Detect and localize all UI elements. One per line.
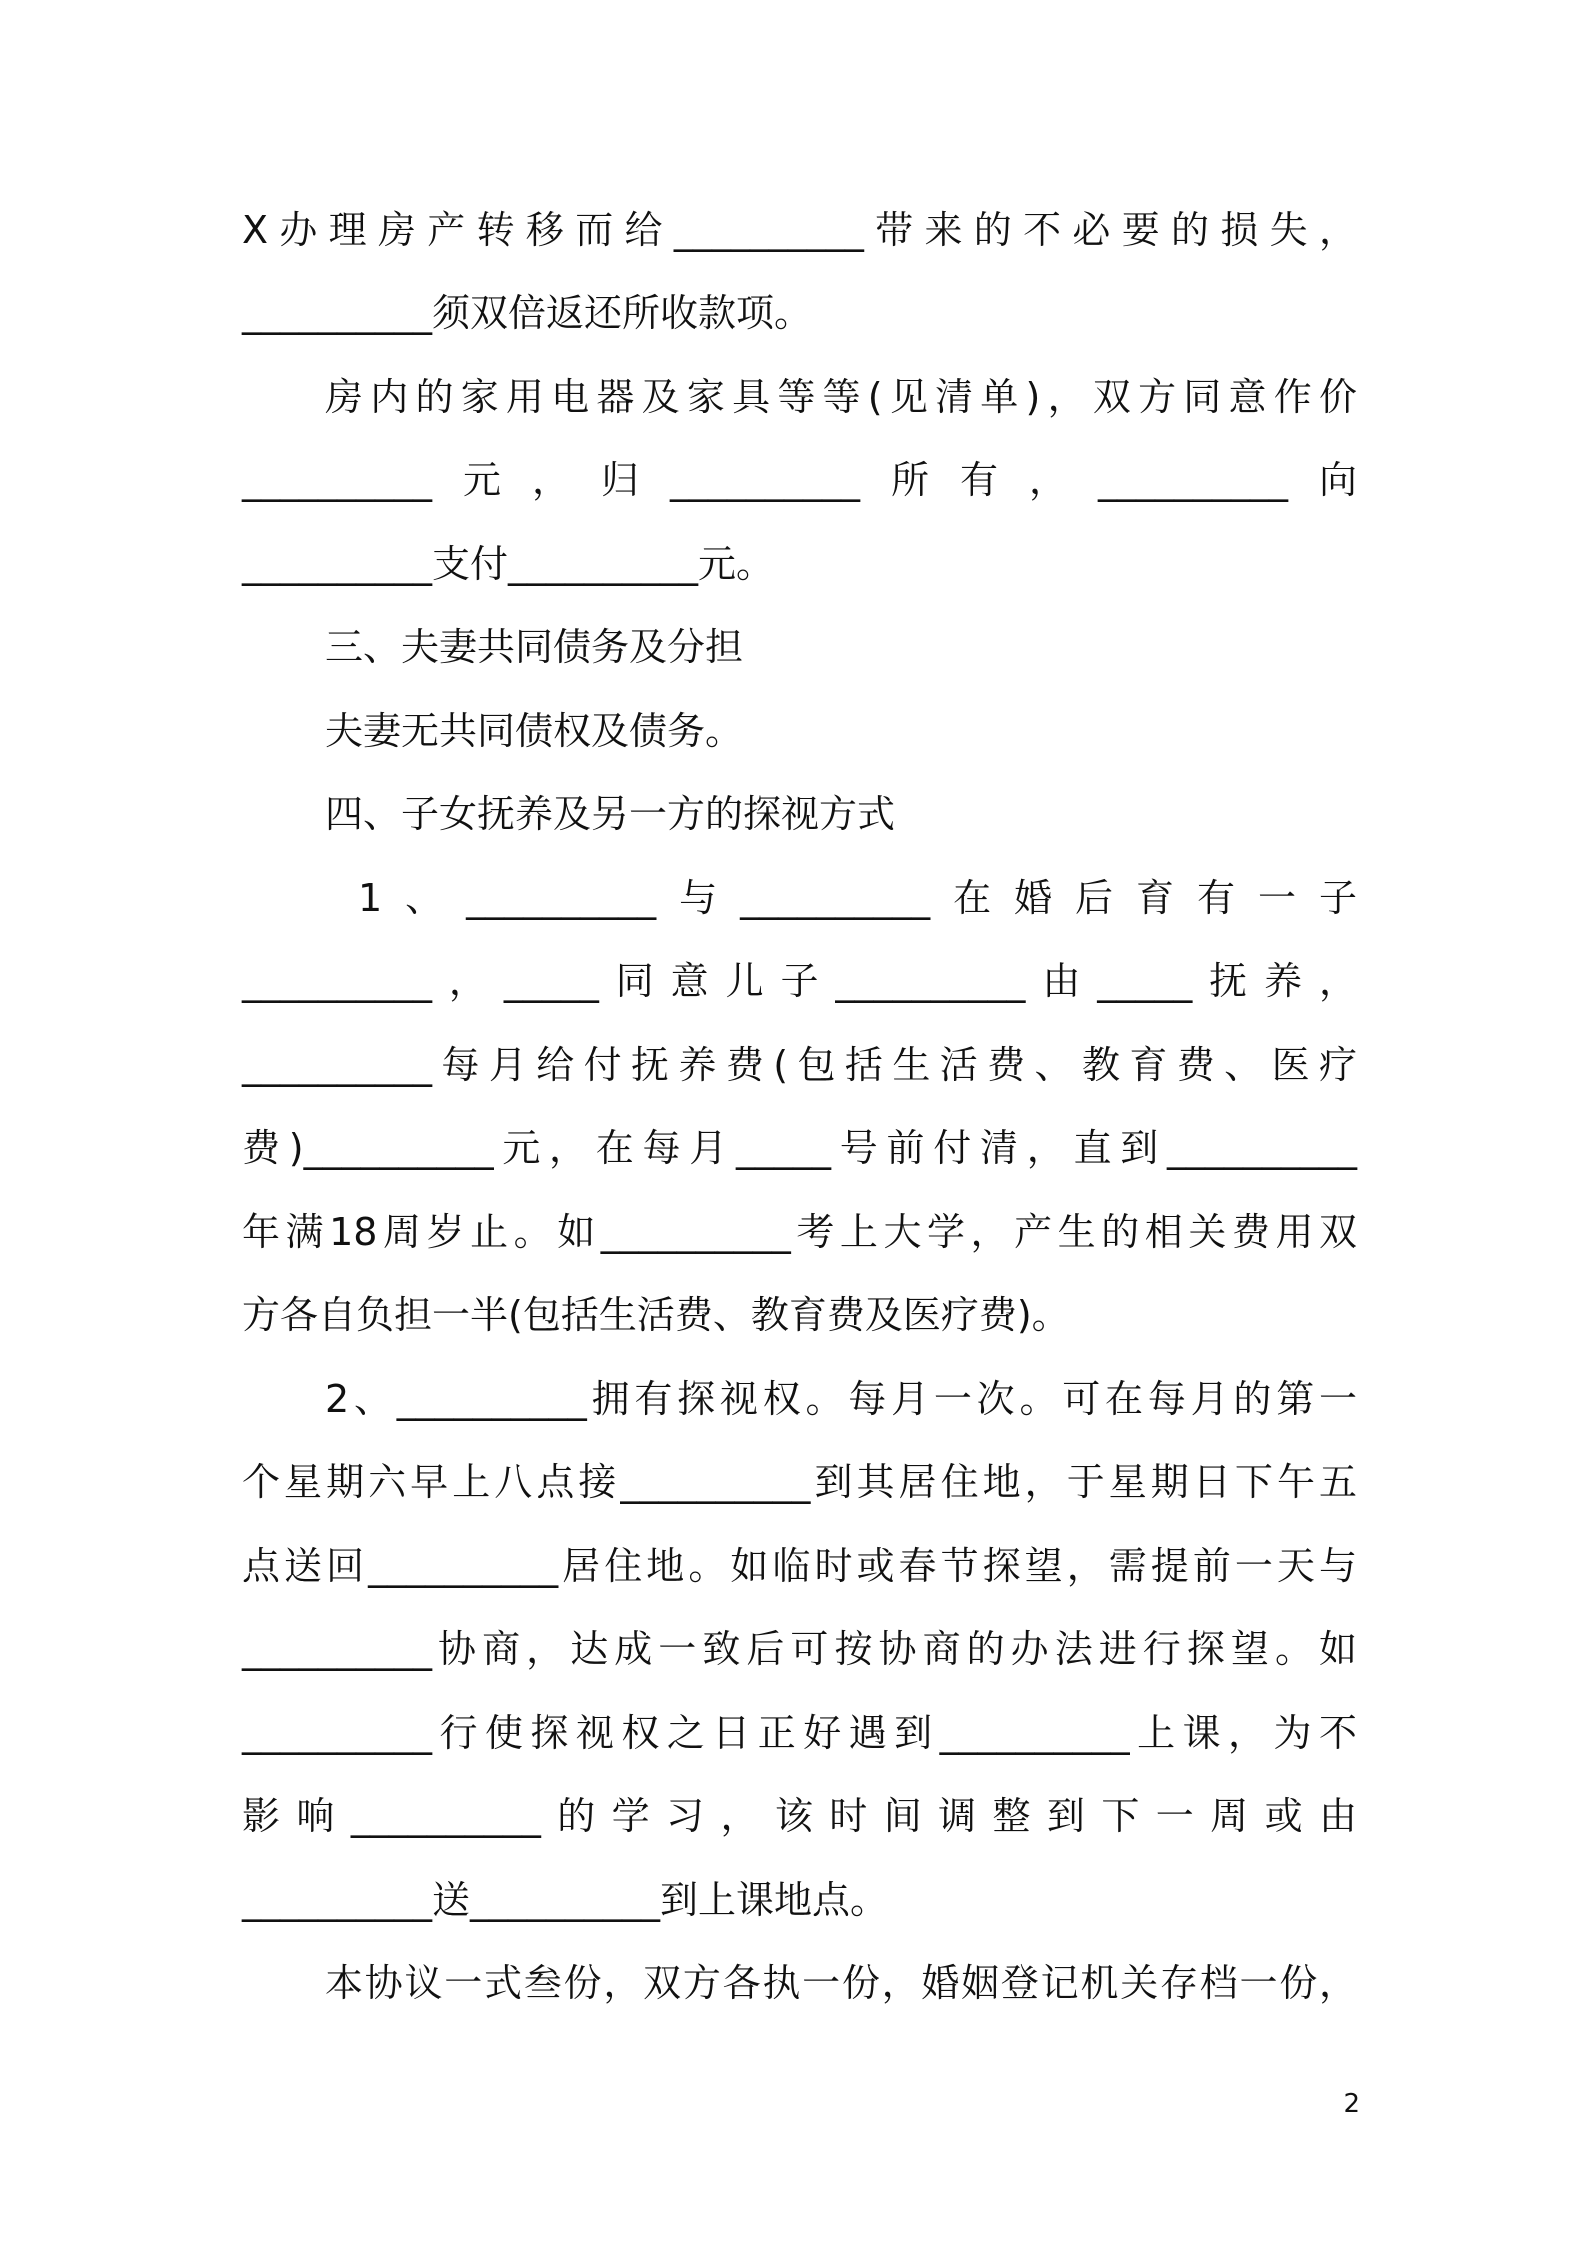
text-line-19: __________行使探视权之日正好遇到__________上课，为不 [242, 1711, 1357, 1755]
text-line-14: 方各自负担一半(包括生活费、教育费及医疗费)。 [242, 1293, 1070, 1337]
text-line-7: 夫妻无共同债权及债务。 [325, 709, 744, 753]
section-heading-3: 三、夫妻共同债务及分担 [325, 625, 744, 669]
text-line-3: 房内的家用电器及家具等等(见清单)，双方同意作价 [325, 375, 1357, 419]
text-line-21: __________送__________到上课地点。 [242, 1878, 889, 1922]
text-line-22: 本协议一式叁份，双方各执一份，婚姻登记机关存档一份， [325, 1961, 1357, 2005]
text-line-10: __________，_____同意儿子__________由_____抚养， [242, 959, 1357, 1003]
text-line-11: __________每月给付抚养费(包括生活费、教育费、医疗 [242, 1043, 1357, 1087]
text-line-1: X办理房产转移而给__________带来的不必要的损失， [242, 208, 1357, 252]
text-line-2: __________须双倍返还所收款项。 [242, 291, 813, 335]
text-line-13: 年满18周岁止。如__________考上大学，产生的相关费用双 [242, 1210, 1357, 1254]
section-heading-4: 四、子女抚养及另一方的探视方式 [325, 792, 896, 836]
text-line-16: 个星期六早上八点接__________到其居住地，于星期日下午五 [242, 1460, 1357, 1504]
text-line-18: __________协商，达成一致后可按协商的办法进行探望。如 [242, 1627, 1357, 1671]
text-line-9: 1、__________与__________在婚后育有一子 [358, 876, 1357, 920]
text-line-20: 影响__________的学习，该时间调整到下一周或由 [242, 1794, 1357, 1838]
text-line-5: __________支付__________元。 [242, 542, 775, 586]
text-line-12: 费)__________元，在每月_____号前付清，直到__________ [242, 1126, 1357, 1170]
text-line-15: 2、__________拥有探视权。每月一次。可在每月的第一 [325, 1377, 1357, 1421]
text-line-17: 点送回__________居住地。如临时或春节探望，需提前一天与 [242, 1544, 1357, 1588]
text-line-4: __________元，归__________所有，__________向 [242, 458, 1357, 502]
page-number: 2 [1343, 2089, 1360, 2119]
